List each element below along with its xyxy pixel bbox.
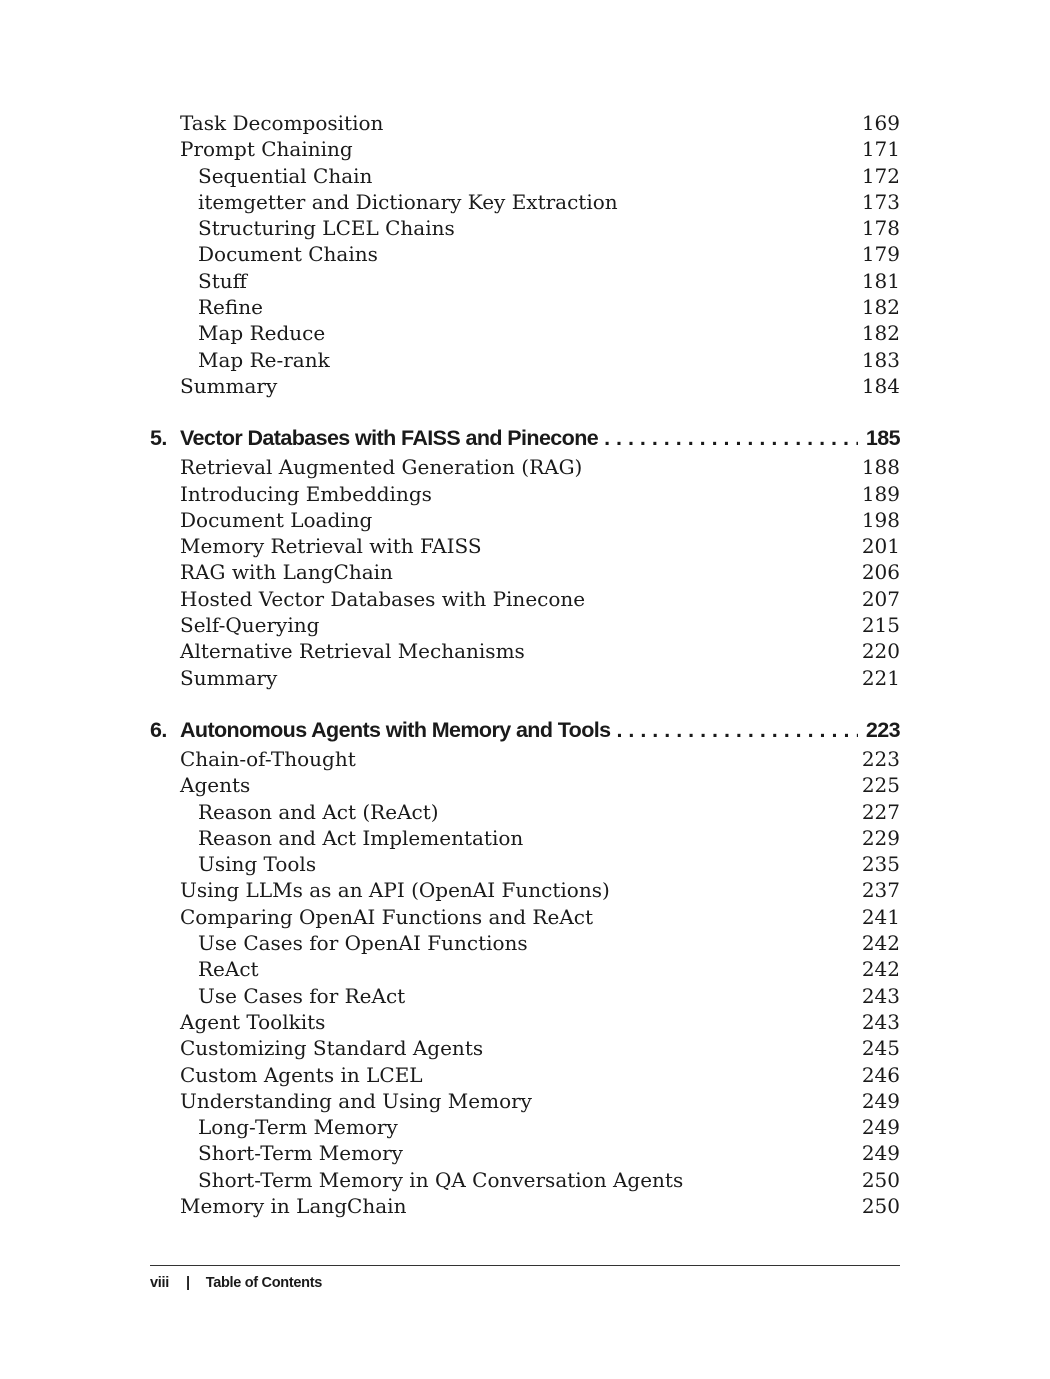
entry-page: 242 bbox=[861, 957, 900, 982]
entry-page: 223 bbox=[861, 746, 900, 771]
entry-page: 206 bbox=[861, 560, 900, 585]
toc-entry[interactable] bbox=[150, 559, 900, 585]
toc-entry[interactable] bbox=[150, 1035, 900, 1061]
entry-title: Reason and Act (ReAct) bbox=[198, 799, 439, 824]
toc-entry[interactable] bbox=[150, 772, 900, 798]
toc-entry[interactable] bbox=[150, 799, 900, 825]
toc-entry[interactable] bbox=[150, 612, 900, 638]
entry-page: 220 bbox=[861, 639, 900, 664]
toc-entry[interactable] bbox=[150, 904, 900, 930]
toc-entry[interactable] bbox=[150, 1193, 900, 1219]
entry-page: 250 bbox=[861, 1167, 900, 1192]
entry-page: 225 bbox=[861, 773, 900, 798]
entry-page: 249 bbox=[861, 1115, 900, 1140]
entry-page: 182 bbox=[861, 295, 900, 320]
entry-page: 250 bbox=[861, 1193, 900, 1218]
toc-entry[interactable] bbox=[150, 1062, 900, 1088]
chapter-heading[interactable] bbox=[150, 423, 900, 454]
toc-entry[interactable] bbox=[150, 851, 900, 877]
entry-page: 189 bbox=[861, 481, 900, 506]
entry-title: Self-Querying bbox=[180, 613, 320, 638]
toc-entry[interactable] bbox=[150, 930, 900, 956]
chapter-page: 223 bbox=[865, 717, 900, 742]
toc-entry[interactable] bbox=[150, 507, 900, 533]
entry-page: 241 bbox=[861, 904, 900, 929]
entry-page: 249 bbox=[861, 1088, 900, 1113]
entry-title: Summary bbox=[180, 373, 278, 398]
toc-entry[interactable] bbox=[150, 454, 900, 480]
toc-entry[interactable] bbox=[150, 215, 900, 241]
toc-entry[interactable] bbox=[150, 1140, 900, 1166]
entry-page: 207 bbox=[861, 586, 900, 611]
entry-title: Comparing OpenAI Functions and ReAct bbox=[180, 904, 594, 929]
entry-page: 181 bbox=[861, 268, 900, 293]
entry-title: Structuring LCEL Chains bbox=[198, 216, 455, 241]
table-of-contents bbox=[150, 110, 900, 1219]
entry-page: 237 bbox=[861, 878, 900, 903]
entry-title: Task Decomposition bbox=[180, 111, 384, 135]
toc-entry[interactable] bbox=[150, 189, 900, 215]
toc-entry[interactable] bbox=[150, 320, 900, 346]
entry-title: Refine bbox=[198, 295, 263, 320]
entry-page: 183 bbox=[861, 347, 900, 372]
entry-page: 246 bbox=[861, 1062, 900, 1087]
entry-title: Hosted Vector Databases with Pinecone bbox=[180, 586, 586, 611]
entry-page: 184 bbox=[861, 373, 900, 398]
entry-title: Long-Term Memory bbox=[198, 1115, 398, 1140]
toc-entry[interactable] bbox=[150, 1088, 900, 1114]
toc-entry[interactable] bbox=[150, 1009, 900, 1035]
entry-title: Use Cases for OpenAI Functions bbox=[198, 931, 528, 956]
entry-page: 227 bbox=[861, 799, 900, 824]
toc-entry[interactable] bbox=[150, 877, 900, 903]
footer-text bbox=[150, 1275, 322, 1291]
entry-page: 198 bbox=[861, 507, 900, 532]
entry-page: 172 bbox=[861, 163, 900, 188]
entry-title: itemgetter and Dictionary Key Extraction bbox=[198, 189, 618, 214]
entry-title: Using LLMs as an API (OpenAI Functions) bbox=[180, 878, 610, 903]
entry-page: 188 bbox=[861, 455, 900, 480]
toc-entry[interactable] bbox=[150, 665, 900, 691]
entry-title: ReAct bbox=[198, 957, 259, 982]
entry-title: Understanding and Using Memory bbox=[180, 1088, 532, 1113]
toc-entry[interactable] bbox=[150, 746, 900, 772]
entry-title: Agents bbox=[180, 773, 251, 798]
entry-title: Memory Retrieval with FAISS bbox=[180, 534, 482, 559]
entry-page: 243 bbox=[861, 1009, 900, 1034]
entry-page: 182 bbox=[861, 321, 900, 346]
chapter-number: 5. bbox=[150, 426, 167, 451]
footer-page-number: viii bbox=[150, 1275, 169, 1291]
toc-entry[interactable] bbox=[150, 373, 900, 399]
entry-page: 235 bbox=[861, 852, 900, 877]
entry-page: 171 bbox=[861, 137, 900, 162]
entry-page: 221 bbox=[861, 665, 900, 690]
chapter-page: 185 bbox=[865, 426, 900, 451]
entry-page: 173 bbox=[861, 189, 900, 214]
entry-title: Summary bbox=[180, 665, 278, 690]
chapter-title: Vector Databases with FAISS and Pinecone . . . bbox=[180, 423, 858, 454]
toc-entry[interactable] bbox=[150, 163, 900, 189]
toc-entry[interactable] bbox=[150, 294, 900, 320]
page-footer bbox=[150, 1265, 900, 1291]
toc-entry[interactable] bbox=[150, 956, 900, 982]
toc-entry[interactable] bbox=[150, 825, 900, 851]
entry-title: Short-Term Memory bbox=[198, 1141, 403, 1166]
entry-title: Reason and Act Implementation bbox=[198, 825, 524, 850]
entry-title: Using Tools bbox=[198, 852, 317, 877]
entry-title: RAG with LangChain bbox=[180, 560, 393, 585]
footer-separator: | bbox=[185, 1275, 190, 1291]
entry-page: 169 bbox=[861, 111, 900, 135]
entry-title: Customizing Standard Agents bbox=[180, 1036, 484, 1061]
toc-entry[interactable] bbox=[150, 983, 900, 1009]
toc-entry[interactable] bbox=[150, 533, 900, 559]
entry-page: 201 bbox=[861, 534, 900, 559]
entry-title: Use Cases for ReAct bbox=[198, 983, 406, 1008]
toc-entry[interactable] bbox=[150, 481, 900, 507]
entry-title: Prompt Chaining bbox=[180, 137, 353, 162]
pre-entries bbox=[150, 110, 900, 399]
toc-entry[interactable] bbox=[150, 268, 900, 294]
toc-entry[interactable] bbox=[150, 638, 900, 664]
entry-page: 179 bbox=[861, 242, 900, 267]
toc-entry[interactable] bbox=[150, 586, 900, 612]
entry-title: Stuff bbox=[198, 268, 247, 293]
entry-title: Chain-of-Thought bbox=[180, 746, 356, 771]
entry-title: Map Reduce bbox=[198, 321, 326, 346]
toc-entry[interactable] bbox=[150, 241, 900, 267]
entry-title: Memory in LangChain bbox=[180, 1193, 407, 1218]
entry-title: Sequential Chain bbox=[198, 163, 373, 188]
entry-title: Short-Term Memory in QA Conversation Agents bbox=[198, 1167, 684, 1192]
entry-title: Custom Agents in LCEL bbox=[180, 1062, 423, 1087]
entry-title: Retrieval Augmented Generation (RAG) bbox=[180, 455, 583, 480]
entry-title: Map Re-rank bbox=[198, 347, 330, 372]
entry-page: 245 bbox=[861, 1036, 900, 1061]
entry-title: Alternative Retrieval Mechanisms bbox=[180, 639, 525, 664]
entry-page: 243 bbox=[861, 983, 900, 1008]
chapter-title: Autonomous Agents with Memory and Tools . . . bbox=[180, 715, 858, 746]
chapter-number: 6. bbox=[150, 717, 167, 742]
entry-page: 249 bbox=[861, 1141, 900, 1166]
toc-entry[interactable] bbox=[150, 110, 900, 136]
entry-page: 215 bbox=[861, 613, 900, 638]
entry-title: Document Chains bbox=[198, 242, 378, 267]
chapter-entries bbox=[150, 746, 900, 1219]
entry-title: Document Loading bbox=[180, 507, 373, 532]
toc-entry[interactable] bbox=[150, 347, 900, 373]
entry-page: 229 bbox=[861, 825, 900, 850]
toc-entry[interactable] bbox=[150, 1167, 900, 1193]
entry-title: Introducing Embeddings bbox=[180, 481, 432, 506]
entry-page: 242 bbox=[861, 931, 900, 956]
footer-section-title: Table of Contents bbox=[205, 1275, 322, 1291]
entry-page: 178 bbox=[861, 216, 900, 241]
chapter-heading[interactable] bbox=[150, 715, 900, 746]
toc-entry[interactable] bbox=[150, 136, 900, 162]
toc-entry[interactable] bbox=[150, 1114, 900, 1140]
entry-title: Agent Toolkits bbox=[180, 1009, 326, 1034]
chapter-entries bbox=[150, 454, 900, 691]
